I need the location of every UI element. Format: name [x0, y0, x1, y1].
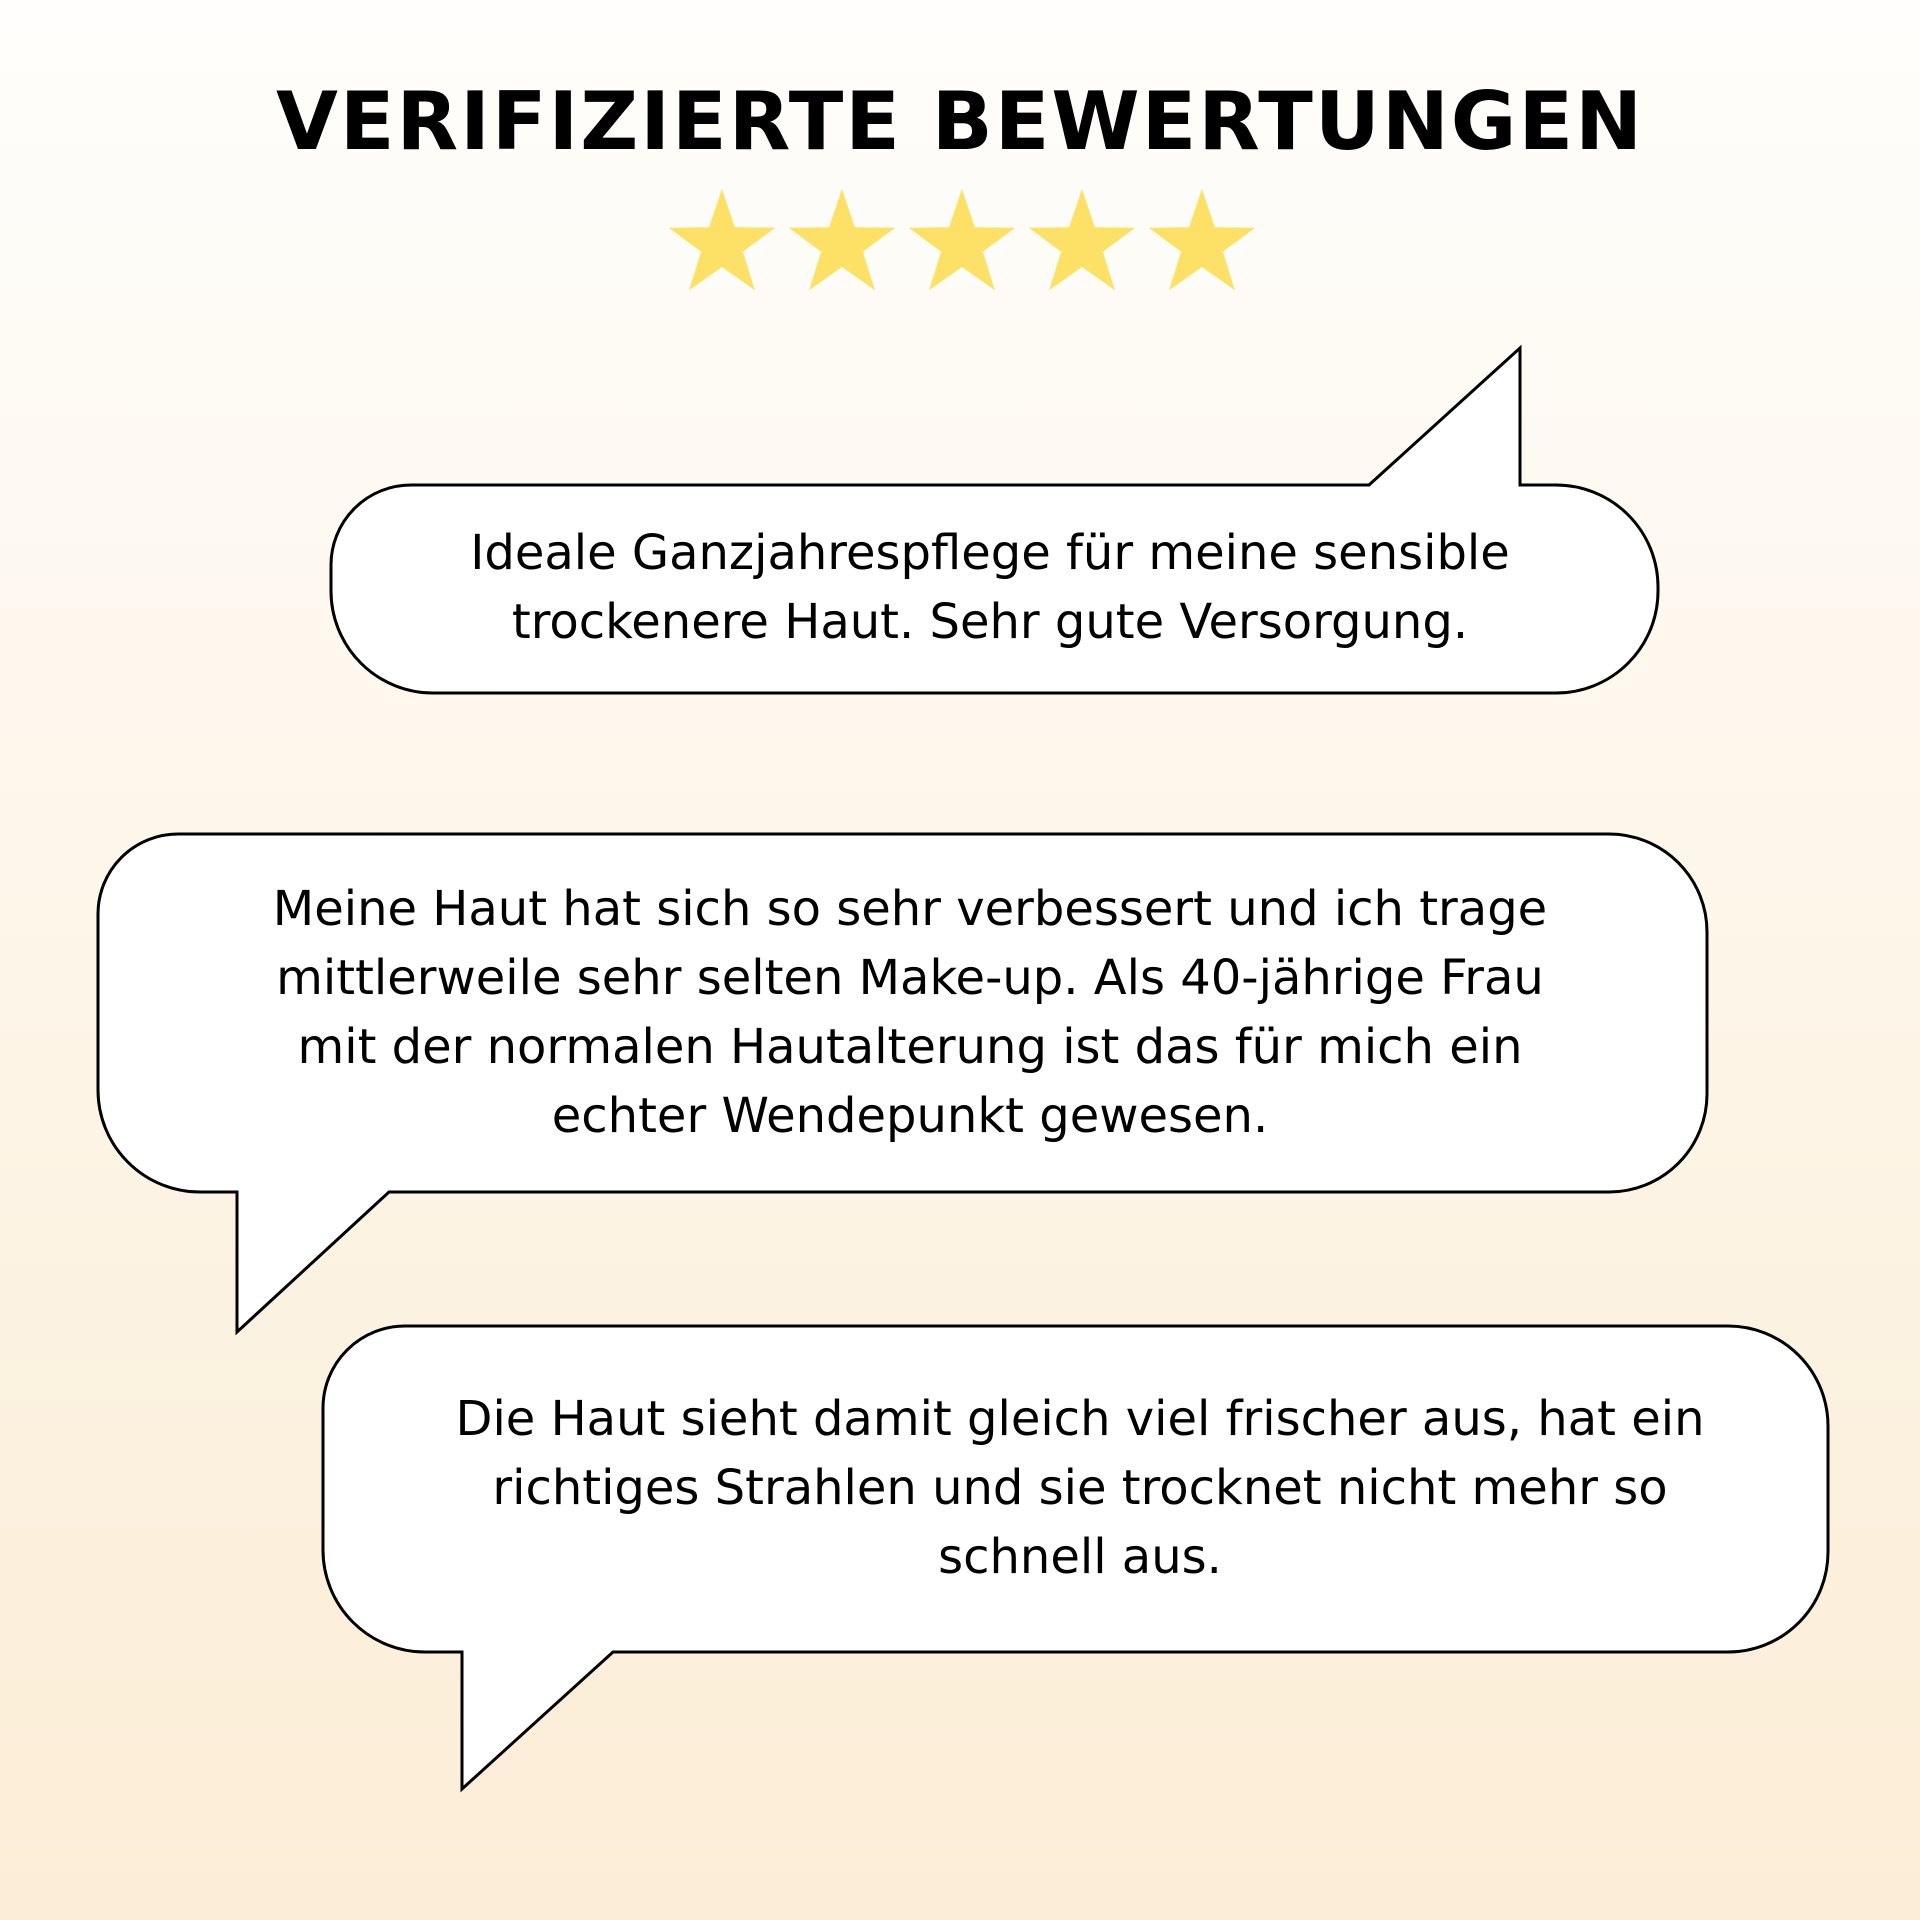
- review-text-3: Die Haut sieht damit gleich viel frischer aus, hat ein richtiges Strahlen und sie trocknet nicht mehr so schnell aus.: [455, 1391, 1705, 1585]
- review-text-1: Ideale Ganzjahrespflege für meine sensible trockenere Haut. Sehr gute Versorgung.: [470, 525, 1510, 650]
- page-title: VERIFIZIERTE BEWERTUNGEN: [275, 75, 1645, 168]
- review-text-2: Meine Haut hat sich so sehr verbessert und ich trage mittlerweile sehr selten Make-up. Als 40-jährige Frau mit der normalen Hautalterung ist das für mich ein echter Wendepunkt gewesen.: [272, 881, 1548, 1144]
